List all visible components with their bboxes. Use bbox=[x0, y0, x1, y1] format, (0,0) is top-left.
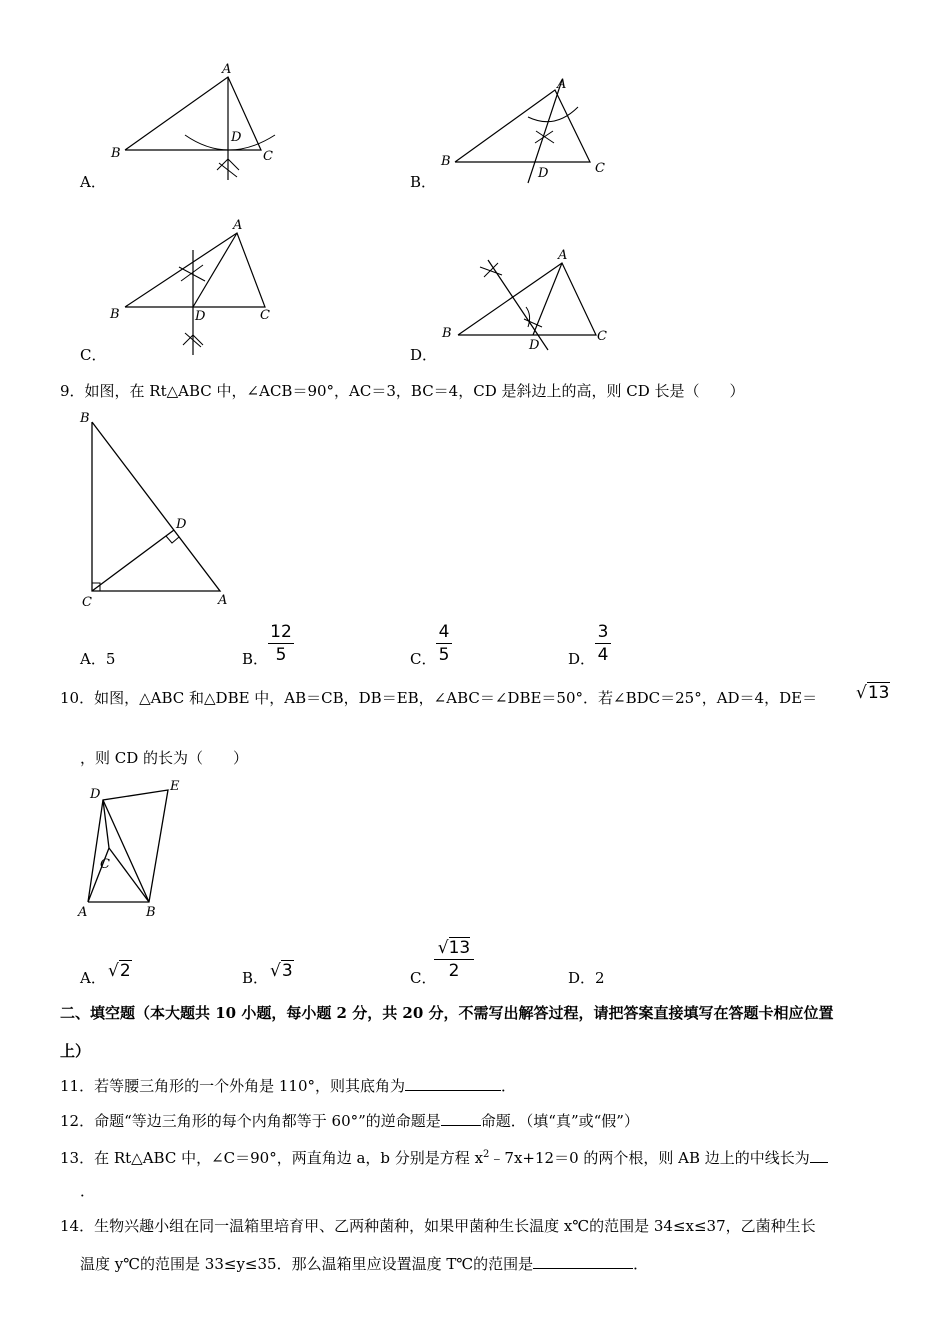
q13: 13．在 Rt△ABC 中，∠C＝90°，两直角边 a，b 分别是方程 $x^2﹣7x+12=0$ 的两个根，则 AB 边上的中线长为 bbox=[60, 1145, 828, 1168]
q9-option-c-letter[interactable]: C． bbox=[410, 650, 437, 668]
q8-option-b-figure bbox=[440, 75, 620, 185]
q10-sqrt-13: √13 bbox=[856, 683, 890, 703]
label-C: C bbox=[597, 329, 607, 344]
q10-option-b-sqrt: √3 bbox=[270, 961, 293, 981]
q8-option-c-letter[interactable]: C． bbox=[80, 346, 107, 364]
label-A: A bbox=[233, 218, 243, 233]
label-B: B bbox=[111, 146, 121, 161]
label-A: A bbox=[222, 62, 232, 77]
section2-heading-cont: 上） bbox=[60, 1042, 91, 1060]
numerator: √13 bbox=[437, 938, 471, 958]
q8-option-d-figure bbox=[440, 245, 620, 355]
q9-option-c-fraction bbox=[436, 622, 452, 665]
q8-option-a-letter[interactable]: A． bbox=[80, 173, 106, 191]
q9-option-b-fraction bbox=[268, 622, 294, 665]
q9-figure bbox=[78, 408, 238, 608]
label-C: C bbox=[263, 149, 273, 164]
label-B: B bbox=[80, 411, 90, 426]
q13-end: ． bbox=[80, 1182, 96, 1200]
q9-option-d-letter[interactable]: D． bbox=[568, 650, 596, 668]
denominator: 4 bbox=[597, 645, 609, 665]
numerator: 3 bbox=[597, 622, 609, 642]
label-D: D bbox=[538, 166, 549, 181]
q9-option-d-fraction bbox=[595, 622, 611, 665]
q12: 12．命题“等边三角形的每个内角都等于 60°”的逆命题是 命题．（填“真”或“假”） bbox=[60, 1109, 639, 1131]
denominator: 5 bbox=[438, 645, 450, 665]
label-D: D bbox=[529, 338, 540, 353]
q9-option-a[interactable]: A．5 bbox=[80, 650, 116, 668]
label-B: B bbox=[110, 307, 120, 322]
q11: 11．若等腰三角形的一个外角是 110°，则其底角为 ． bbox=[60, 1074, 516, 1096]
label-B: B bbox=[146, 905, 156, 920]
q10-option-a-sqrt: √2 bbox=[108, 961, 131, 981]
label-C: C bbox=[100, 857, 110, 872]
q13-answer-blank[interactable] bbox=[810, 1146, 828, 1163]
label-C: C bbox=[82, 595, 92, 610]
label-B: B bbox=[441, 154, 451, 169]
label-A: A bbox=[558, 248, 568, 263]
q10-option-b-letter[interactable]: B． bbox=[242, 969, 269, 987]
label-C: C bbox=[260, 308, 270, 323]
label-B: B bbox=[442, 326, 452, 341]
denominator: 5 bbox=[275, 645, 287, 665]
q10-option-c-fraction bbox=[434, 938, 474, 981]
q14-answer-blank[interactable] bbox=[533, 1252, 633, 1269]
section2-heading: 二、填空题（本大题共 10 小题，每小题 2 分，共 20 分，不需写出解答过程，请把答案直接填写在答题卡相应位置 bbox=[60, 1004, 834, 1022]
q10-option-c-letter[interactable]: C． bbox=[410, 969, 437, 987]
label-D: D bbox=[231, 130, 242, 145]
q10-stem-cont: ，则 CD 的长为（ ） bbox=[80, 749, 249, 767]
label-A: A bbox=[218, 593, 228, 608]
q10-option-d[interactable]: D．2 bbox=[568, 969, 605, 987]
label-A: A bbox=[557, 77, 567, 92]
q10-stem: 10．如图，△ABC 和△DBE 中，AB＝CB，DB＝EB，∠ABC＝∠DBE＝50°．若∠BDC＝25°，AD＝4，DE＝ bbox=[60, 689, 818, 707]
label-A: A bbox=[78, 905, 88, 920]
numerator: 12 bbox=[270, 622, 292, 642]
q12-answer-blank[interactable] bbox=[441, 1109, 481, 1126]
denominator: 2 bbox=[448, 961, 460, 981]
q8-option-c-figure bbox=[105, 215, 285, 360]
q11-answer-blank[interactable] bbox=[405, 1074, 501, 1091]
label-D: D bbox=[176, 517, 187, 532]
q8-option-d-letter[interactable]: D． bbox=[410, 346, 438, 364]
q8-option-a-figure bbox=[105, 55, 290, 185]
q14-line1: 14．生物兴趣小组在同一温箱里培育甲、乙两种菌种，如果甲菌种生长温度 x℃的范围是 34≤x≤37，乙菌种生长 bbox=[60, 1217, 816, 1235]
label-D: D bbox=[90, 787, 101, 802]
numerator: 4 bbox=[438, 622, 450, 642]
q9-stem: 9．如图，在 Rt△ABC 中，∠ACB＝90°，AC＝3，BC＝4，CD 是斜边上的高，则 CD 长是（ ） bbox=[60, 382, 745, 400]
label-E: E bbox=[170, 779, 180, 794]
q10-figure bbox=[76, 776, 196, 921]
label-C: C bbox=[595, 161, 605, 176]
q10-option-a-letter[interactable]: A． bbox=[80, 969, 106, 987]
q14-line2: 温度 y℃的范围是 33≤y≤35．那么温箱里应设置温度 T℃的范围是 ． bbox=[80, 1252, 648, 1274]
q8-option-b-letter[interactable]: B． bbox=[410, 173, 437, 191]
q9-option-b-letter[interactable]: B． bbox=[242, 650, 269, 668]
label-D: D bbox=[195, 309, 206, 324]
